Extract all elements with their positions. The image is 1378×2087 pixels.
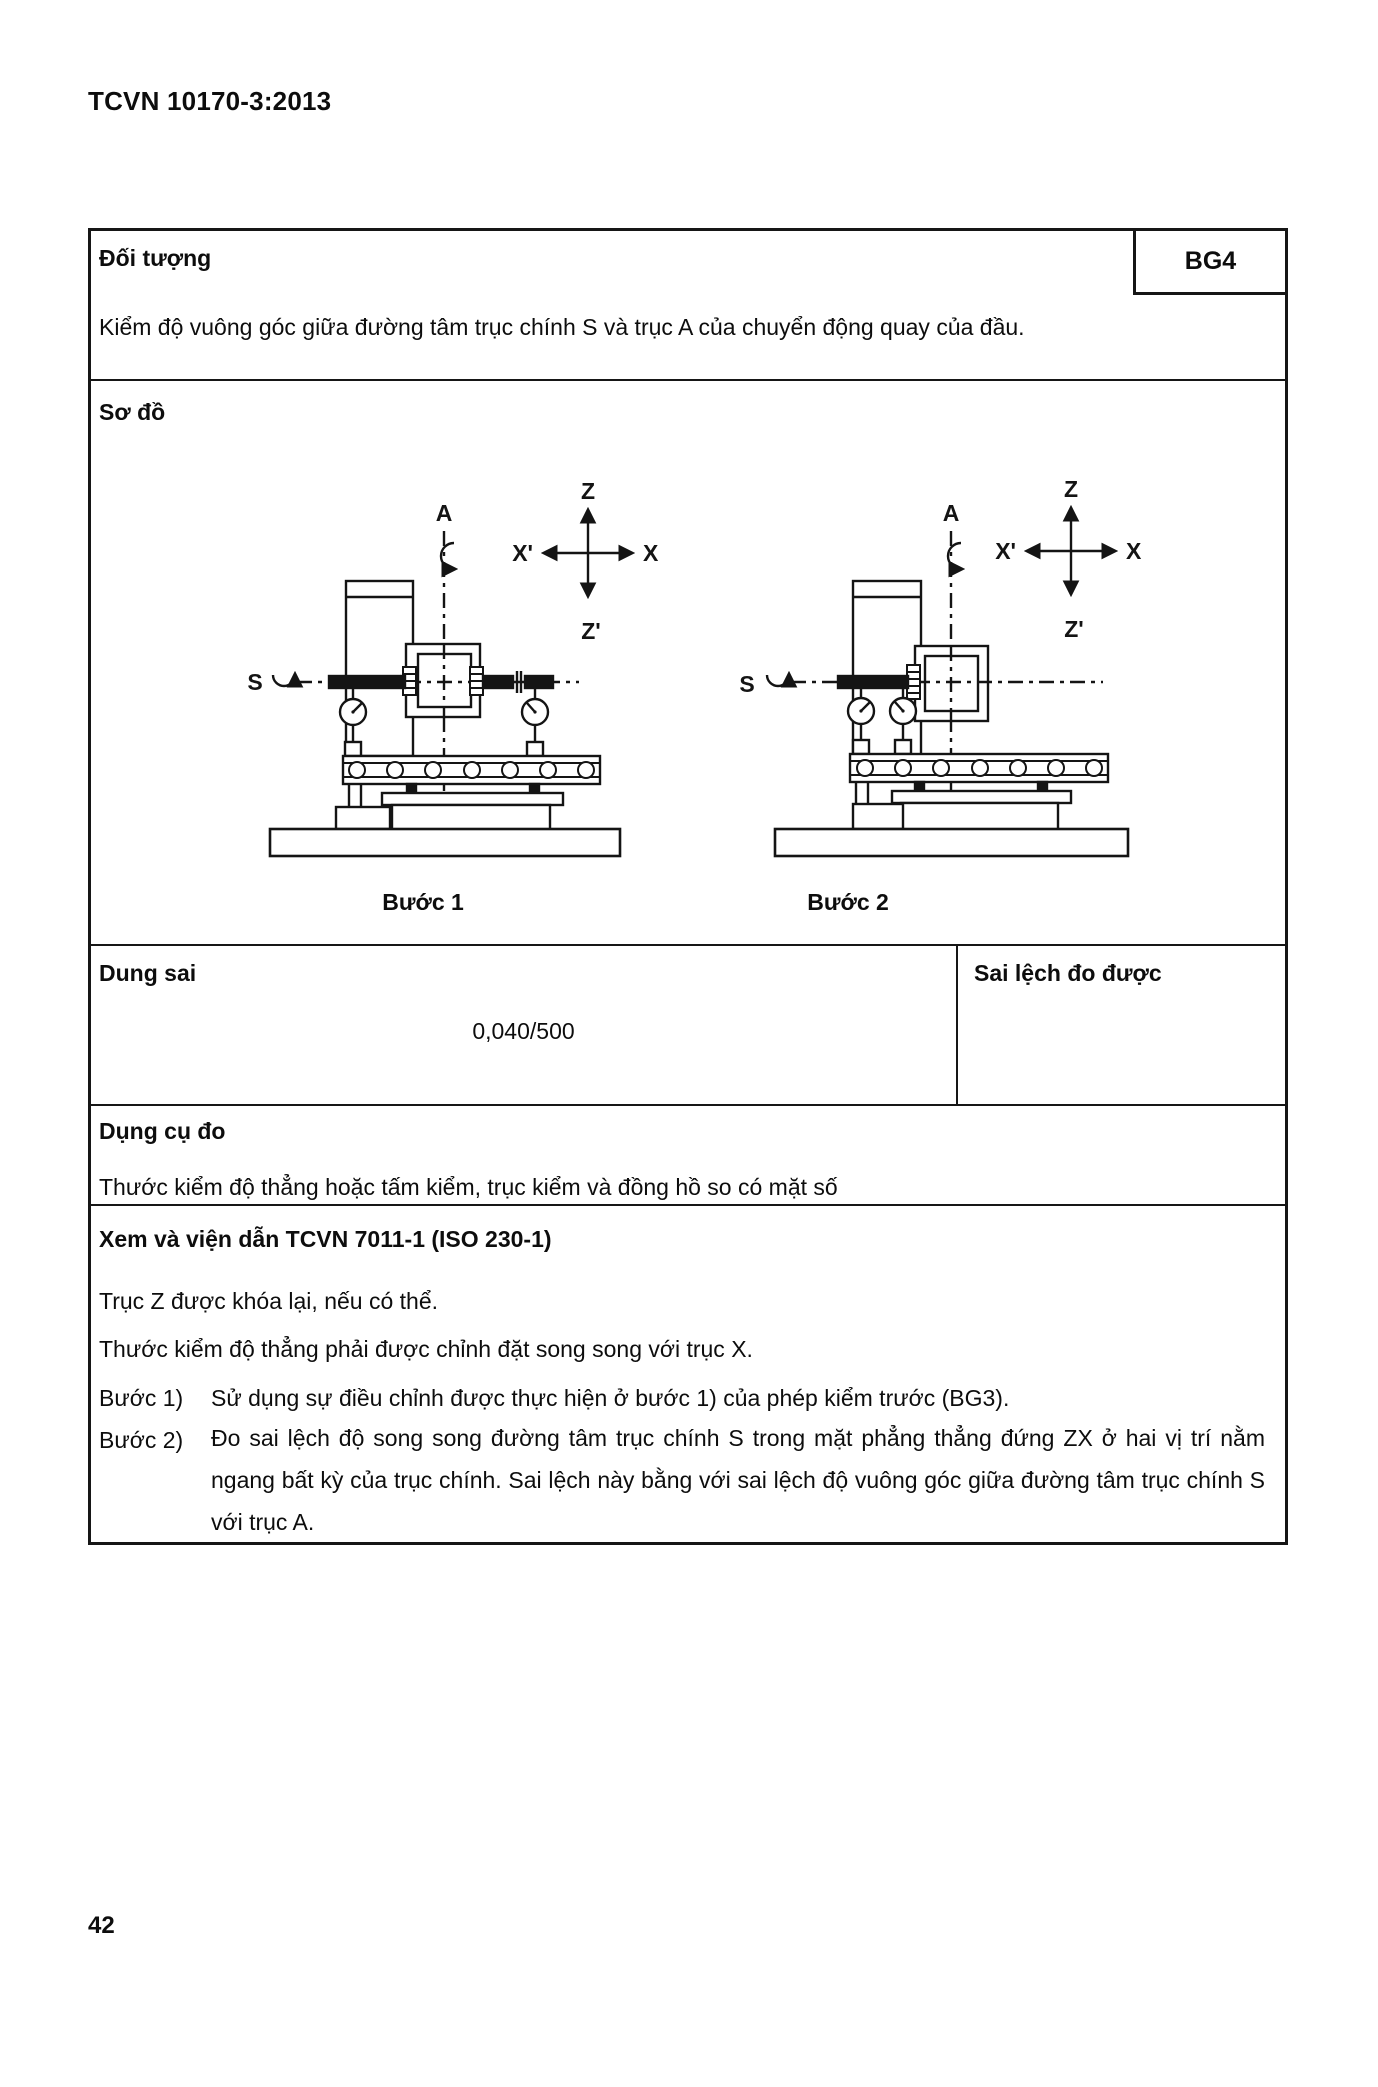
z-prime-axis-label: Z' [1064,616,1084,642]
procedure-step-2 [99,1427,1265,1544]
test-code-box [1133,231,1285,295]
x-axis-label: X [643,540,659,566]
test-specification-table [88,228,1288,1545]
machine-base [775,782,1128,856]
diagram-step-1 [173,459,693,879]
s-rotation-arrow-icon [767,675,789,686]
measured-deviation-cell [958,946,1285,1104]
rotary-head [915,646,988,721]
standard-code-header: TCVN 10170-3:2013 [88,86,332,116]
axis-cross-icon [545,511,631,595]
schema-row [91,381,1285,946]
step-text: Đo sai lệch độ song song đường tâm trục chính S trong mặt phẳng thẳng đứng ZX ở hai vị trí nằm ngang bất kỳ của trục chính. Sai lệch này bằng với sai lệch độ vuông góc giữa đường tâm trục chính S với trục A. [211,1425,1265,1535]
z-axis-label: Z [580,478,596,504]
a-axis-label: A [435,500,453,526]
z-axis-label: Z [1063,476,1079,502]
machine-base [270,784,620,856]
a-axis-label: A [942,500,960,526]
tolerance-value: 0,040/500 [472,1018,575,1044]
schema-label: Sơ đồ [99,399,166,425]
object-label: Đối tượng [99,245,212,271]
step-2-caption: Bước 2 [807,889,889,915]
z-prime-axis-label: Z' [581,618,601,644]
step-label: Bước 2) [99,1427,184,1453]
diagram-step-2 [703,459,1223,879]
rotary-head [406,644,480,717]
step-1-caption: Bước 1 [382,889,464,915]
page-number: 42 [88,1912,115,1939]
object-description: Kiểm độ vuông góc giữa đường tâm trục chính S và trục A của chuyển động quay của đầu. [99,314,1025,340]
straightedge [850,754,1108,782]
s-rotation-arrow-icon [273,675,295,686]
procedure-note: Thước kiểm độ thẳng phải được chỉnh đặt song song với trục X. [99,1336,753,1362]
x-axis-label: X [1126,538,1142,564]
s-axis-label: S [739,671,755,697]
reference-heading: Xem và viện dẫn TCVN 7011-1 (ISO 230-1) [99,1226,552,1252]
procedure-row [91,1206,1285,1542]
test-code: BG4 [1184,247,1237,275]
step-text: Sử dụng sự điều chỉnh được thực hiện ở bước 1) của phép kiểm trước (BG3). [211,1385,1010,1411]
instruments-label: Dụng cụ đo [99,1118,226,1144]
procedure-note: Trục Z được khóa lại, nếu có thể. [99,1288,439,1314]
measured-deviation-label: Sai lệch đo được [974,960,1162,986]
step-label: Bước 1) [99,1385,184,1411]
instruments-row [91,1106,1285,1206]
tolerance-cell [91,946,958,1104]
procedure-step-1 [99,1385,1265,1412]
tolerance-label: Dung sai [99,960,197,986]
x-prime-axis-label: X' [512,540,533,566]
x-prime-axis-label: X' [995,538,1016,564]
straightedge [343,756,600,784]
axis-cross-icon [1028,509,1114,593]
s-axis-label: S [247,669,263,695]
instruments-value: Thước kiểm độ thẳng hoặc tấm kiểm, trục kiểm và đồng hồ so có mặt số [99,1174,838,1200]
test-mandrel [838,676,908,688]
object-row [91,231,1285,381]
dial-indicator [522,688,548,756]
tolerance-row [91,946,1285,1106]
